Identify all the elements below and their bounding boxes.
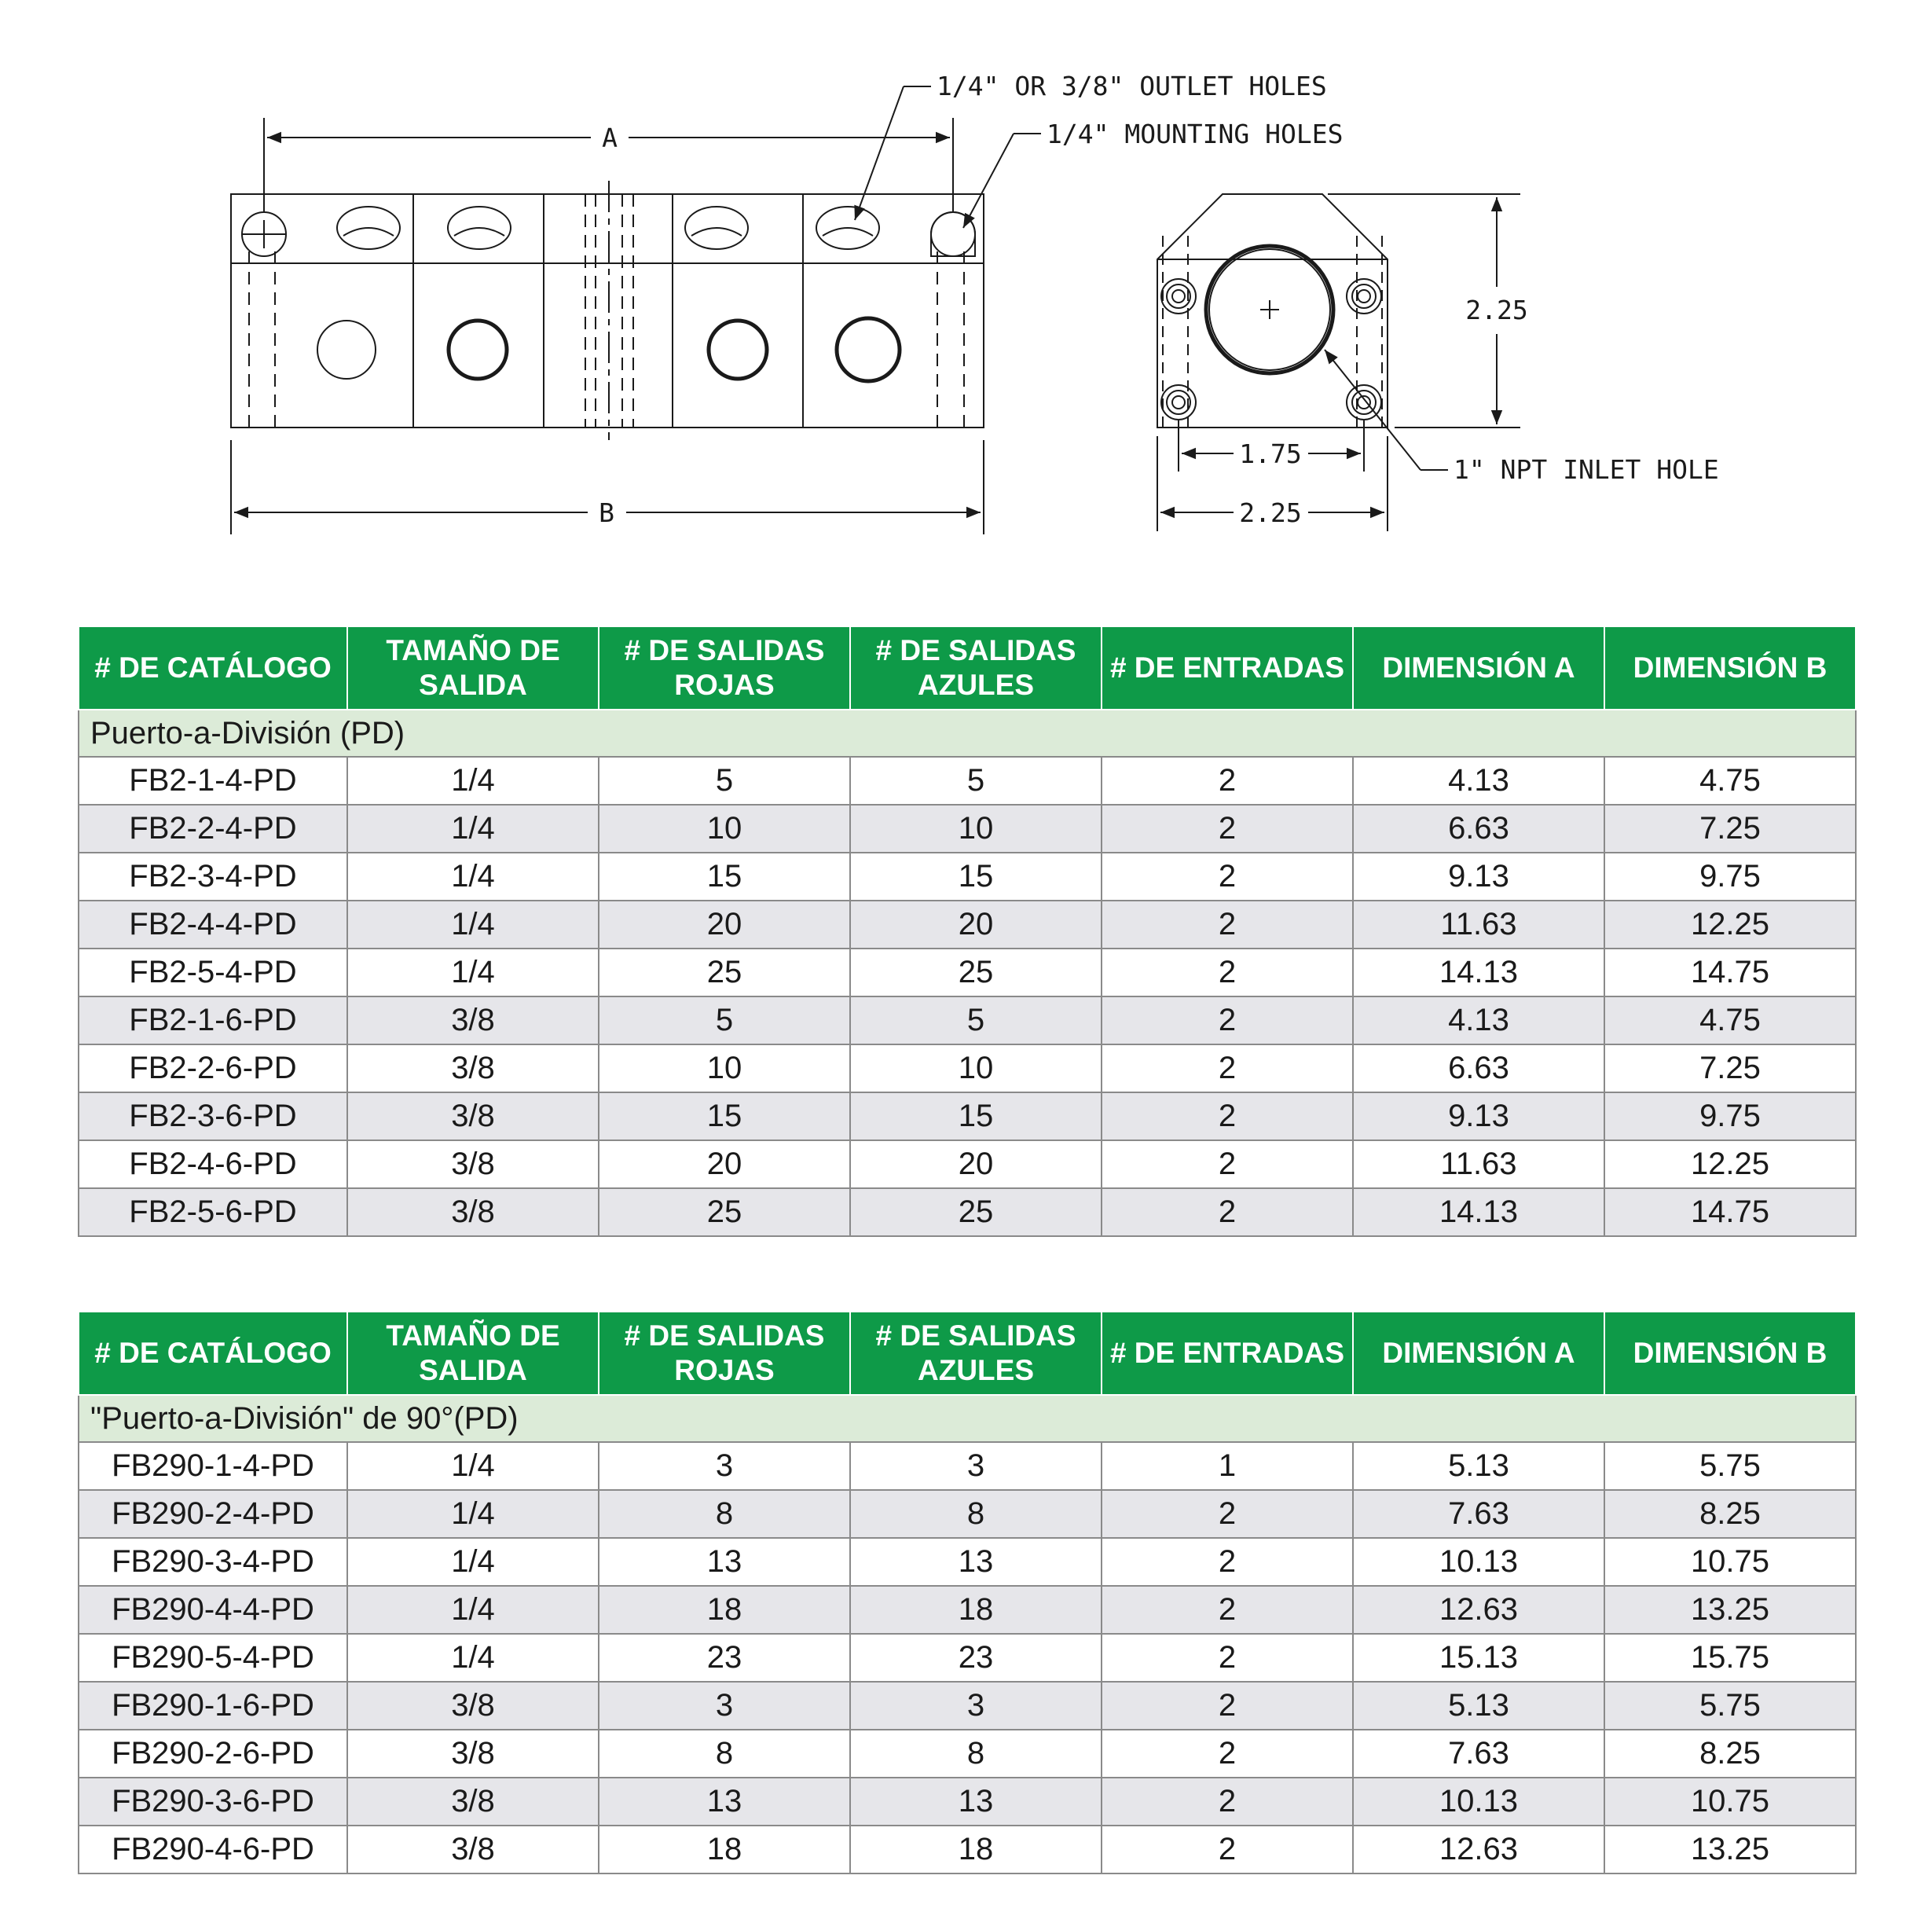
cell-red-outlets: 15 — [599, 853, 850, 901]
cell-inlets: 2 — [1102, 1634, 1353, 1682]
dimension-b-label: B — [599, 497, 614, 528]
cell-dimension-a: 11.63 — [1353, 901, 1604, 949]
cell-catalog-number: FB2-3-4-PD — [79, 853, 347, 901]
outlet-holes-callout: 1/4" OR 3/8" OUTLET HOLES — [937, 71, 1327, 101]
cell-catalog-number: FB290-3-4-PD — [79, 1538, 347, 1586]
cell-inlets: 2 — [1102, 853, 1353, 901]
cell-outlet-size: 3/8 — [347, 1682, 599, 1730]
cell-inlets: 2 — [1102, 757, 1353, 805]
cell-dimension-a: 14.13 — [1353, 1188, 1604, 1236]
cell-red-outlets: 23 — [599, 1634, 850, 1682]
cell-red-outlets: 25 — [599, 1188, 850, 1236]
cell-dimension-b: 14.75 — [1604, 949, 1856, 996]
cell-catalog-number: FB2-5-6-PD — [79, 1188, 347, 1236]
cell-outlet-size: 3/8 — [347, 1730, 599, 1778]
inlet-hole-callout: 1" NPT INLET HOLE — [1454, 454, 1719, 485]
cell-red-outlets: 5 — [599, 996, 850, 1044]
cell-red-outlets: 10 — [599, 805, 850, 853]
cell-blue-outlets: 10 — [850, 805, 1102, 853]
group-row — [79, 1395, 1856, 1442]
header-catalog-number: # DE CATÁLOGO — [79, 1312, 347, 1395]
cell-outlet-size: 1/4 — [347, 1490, 599, 1538]
cell-inlets: 2 — [1102, 1140, 1353, 1188]
table-row — [79, 1490, 1856, 1538]
cell-dimension-a: 5.13 — [1353, 1442, 1604, 1490]
cell-dimension-b: 9.75 — [1604, 853, 1856, 901]
header-inlets: # DE ENTRADAS — [1102, 1312, 1353, 1395]
cell-outlet-size: 1/4 — [347, 1634, 599, 1682]
table-row — [79, 1044, 1856, 1092]
cell-dimension-b: 5.75 — [1604, 1442, 1856, 1490]
cell-red-outlets: 8 — [599, 1490, 850, 1538]
cell-red-outlets: 25 — [599, 949, 850, 996]
cell-red-outlets: 3 — [599, 1682, 850, 1730]
cell-dimension-b: 10.75 — [1604, 1538, 1856, 1586]
cell-dimension-b: 12.25 — [1604, 1140, 1856, 1188]
table-row — [79, 949, 1856, 996]
end-view-width-label: 2.25 — [1239, 497, 1302, 528]
table-row — [79, 1634, 1856, 1682]
cell-dimension-b: 7.25 — [1604, 805, 1856, 853]
cell-outlet-size: 1/4 — [347, 949, 599, 996]
cell-inlets: 2 — [1102, 996, 1353, 1044]
cell-red-outlets: 3 — [599, 1442, 850, 1490]
header-red-outlets: # DE SALIDAS ROJAS — [599, 626, 850, 710]
cell-dimension-b: 13.25 — [1604, 1826, 1856, 1873]
cell-dimension-a: 11.63 — [1353, 1140, 1604, 1188]
cell-dimension-a: 7.63 — [1353, 1730, 1604, 1778]
cell-outlet-size: 3/8 — [347, 1826, 599, 1873]
cell-outlet-size: 3/8 — [347, 1188, 599, 1236]
header-dimension-b: DIMENSIÓN B — [1604, 626, 1856, 710]
cell-inlets: 2 — [1102, 1730, 1353, 1778]
group-label: "Puerto-a-División" de 90°(PD) — [79, 1395, 1856, 1442]
cell-outlet-size: 3/8 — [347, 1778, 599, 1826]
cell-outlet-size: 3/8 — [347, 996, 599, 1044]
cell-blue-outlets: 25 — [850, 1188, 1102, 1236]
cell-blue-outlets: 25 — [850, 949, 1102, 996]
group-row — [79, 710, 1856, 757]
group-label: Puerto-a-División (PD) — [79, 710, 1856, 757]
table-row — [79, 853, 1856, 901]
cell-dimension-b: 5.75 — [1604, 1682, 1856, 1730]
table-row — [79, 996, 1856, 1044]
header-blue-outlets: # DE SALIDAS AZULES — [850, 1312, 1102, 1395]
table-row — [79, 1442, 1856, 1490]
cell-catalog-number: FB2-4-6-PD — [79, 1140, 347, 1188]
cell-outlet-size: 1/4 — [347, 1586, 599, 1634]
cell-catalog-number: FB290-2-6-PD — [79, 1730, 347, 1778]
cell-blue-outlets: 5 — [850, 996, 1102, 1044]
table-row — [79, 1140, 1856, 1188]
cell-red-outlets: 10 — [599, 1044, 850, 1092]
table-row — [79, 1538, 1856, 1586]
table-row — [79, 1778, 1856, 1826]
table-row — [79, 1092, 1856, 1140]
table-row — [79, 805, 1856, 853]
cell-inlets: 2 — [1102, 901, 1353, 949]
cell-red-outlets: 20 — [599, 1140, 850, 1188]
catalog-table-90-pd — [78, 1311, 1857, 1874]
cell-red-outlets: 13 — [599, 1778, 850, 1826]
header-red-outlets: # DE SALIDAS ROJAS — [599, 1312, 850, 1395]
cell-dimension-a: 15.13 — [1353, 1634, 1604, 1682]
cell-outlet-size: 1/4 — [347, 1442, 599, 1490]
cell-catalog-number: FB290-5-4-PD — [79, 1634, 347, 1682]
cell-blue-outlets: 3 — [850, 1442, 1102, 1490]
table-row — [79, 1586, 1856, 1634]
cell-blue-outlets: 13 — [850, 1778, 1102, 1826]
cell-dimension-b: 4.75 — [1604, 996, 1856, 1044]
cell-outlet-size: 1/4 — [347, 853, 599, 901]
cell-blue-outlets: 5 — [850, 757, 1102, 805]
cell-outlet-size: 1/4 — [347, 1538, 599, 1586]
cell-dimension-b: 9.75 — [1604, 1092, 1856, 1140]
technical-drawing — [0, 0, 1932, 566]
cell-dimension-a: 7.63 — [1353, 1490, 1604, 1538]
cell-catalog-number: FB290-3-6-PD — [79, 1778, 347, 1826]
cell-catalog-number: FB2-3-6-PD — [79, 1092, 347, 1140]
table-row — [79, 1682, 1856, 1730]
cell-outlet-size: 1/4 — [347, 757, 599, 805]
cell-dimension-a: 9.13 — [1353, 1092, 1604, 1140]
cell-inlets: 2 — [1102, 1586, 1353, 1634]
cell-inlets: 2 — [1102, 1826, 1353, 1873]
table-row — [79, 1826, 1856, 1873]
cell-dimension-a: 4.13 — [1353, 757, 1604, 805]
cell-outlet-size: 3/8 — [347, 1140, 599, 1188]
header-dimension-b: DIMENSIÓN B — [1604, 1312, 1856, 1395]
cell-catalog-number: FB2-2-4-PD — [79, 805, 347, 853]
cell-dimension-a: 4.13 — [1353, 996, 1604, 1044]
dimension-a-label: A — [602, 123, 618, 153]
cell-catalog-number: FB2-1-4-PD — [79, 757, 347, 805]
cell-dimension-a: 12.63 — [1353, 1586, 1604, 1634]
mounting-holes-callout: 1/4" MOUNTING HOLES — [1047, 119, 1344, 149]
cell-dimension-a: 9.13 — [1353, 853, 1604, 901]
cell-catalog-number: FB290-1-6-PD — [79, 1682, 347, 1730]
cell-dimension-b: 8.25 — [1604, 1730, 1856, 1778]
cell-red-outlets: 15 — [599, 1092, 850, 1140]
cell-blue-outlets: 8 — [850, 1490, 1102, 1538]
header-catalog-number: # DE CATÁLOGO — [79, 626, 347, 710]
cell-blue-outlets: 13 — [850, 1538, 1102, 1586]
cell-blue-outlets: 10 — [850, 1044, 1102, 1092]
cell-catalog-number: FB2-2-6-PD — [79, 1044, 347, 1092]
front-view — [231, 181, 984, 440]
cell-red-outlets: 13 — [599, 1538, 850, 1586]
header-inlets: # DE ENTRADAS — [1102, 626, 1353, 710]
cell-dimension-b: 4.75 — [1604, 757, 1856, 805]
hole-spacing-label: 1.75 — [1239, 439, 1302, 469]
end-view-height-label: 2.25 — [1465, 295, 1528, 325]
cell-dimension-b: 7.25 — [1604, 1044, 1856, 1092]
header-outlet-size: TAMAÑO DE SALIDA — [347, 1312, 599, 1395]
cell-blue-outlets: 8 — [850, 1730, 1102, 1778]
header-blue-outlets: # DE SALIDAS AZULES — [850, 626, 1102, 710]
cell-dimension-b: 10.75 — [1604, 1778, 1856, 1826]
cell-blue-outlets: 3 — [850, 1682, 1102, 1730]
cell-blue-outlets: 18 — [850, 1586, 1102, 1634]
cell-catalog-number: FB2-5-4-PD — [79, 949, 347, 996]
cell-dimension-a: 10.13 — [1353, 1778, 1604, 1826]
cell-dimension-b: 13.25 — [1604, 1586, 1856, 1634]
cell-blue-outlets: 20 — [850, 901, 1102, 949]
cell-catalog-number: FB290-1-4-PD — [79, 1442, 347, 1490]
cell-catalog-number: FB290-2-4-PD — [79, 1490, 347, 1538]
cell-outlet-size: 3/8 — [347, 1092, 599, 1140]
cell-dimension-b: 8.25 — [1604, 1490, 1856, 1538]
cell-dimension-a: 10.13 — [1353, 1538, 1604, 1586]
cell-catalog-number: FB290-4-6-PD — [79, 1826, 347, 1873]
cell-inlets: 2 — [1102, 949, 1353, 996]
cell-blue-outlets: 15 — [850, 853, 1102, 901]
header-dimension-a: DIMENSIÓN A — [1353, 1312, 1604, 1395]
cell-blue-outlets: 23 — [850, 1634, 1102, 1682]
cell-inlets: 2 — [1102, 1682, 1353, 1730]
table-row — [79, 1730, 1856, 1778]
cell-dimension-b: 14.75 — [1604, 1188, 1856, 1236]
cell-inlets: 2 — [1102, 1490, 1353, 1538]
cell-red-outlets: 5 — [599, 757, 850, 805]
cell-catalog-number: FB290-4-4-PD — [79, 1586, 347, 1634]
table-header-row — [79, 1312, 1856, 1395]
catalog-table-pd — [78, 626, 1857, 1237]
cell-catalog-number: FB2-4-4-PD — [79, 901, 347, 949]
table-header-row — [79, 626, 1856, 710]
header-outlet-size: TAMAÑO DE SALIDA — [347, 626, 599, 710]
end-view — [1157, 194, 1388, 428]
cell-inlets: 2 — [1102, 805, 1353, 853]
table-row — [79, 901, 1856, 949]
cell-dimension-b: 15.75 — [1604, 1634, 1856, 1682]
cell-blue-outlets: 18 — [850, 1826, 1102, 1873]
table-row — [79, 757, 1856, 805]
table-row — [79, 1188, 1856, 1236]
cell-red-outlets: 8 — [599, 1730, 850, 1778]
cell-dimension-a: 6.63 — [1353, 1044, 1604, 1092]
cell-red-outlets: 18 — [599, 1826, 850, 1873]
cell-inlets: 1 — [1102, 1442, 1353, 1490]
cell-blue-outlets: 20 — [850, 1140, 1102, 1188]
cell-outlet-size: 1/4 — [347, 901, 599, 949]
cell-dimension-a: 14.13 — [1353, 949, 1604, 996]
cell-inlets: 2 — [1102, 1044, 1353, 1092]
cell-dimension-a: 5.13 — [1353, 1682, 1604, 1730]
cell-outlet-size: 3/8 — [347, 1044, 599, 1092]
header-dimension-a: DIMENSIÓN A — [1353, 626, 1604, 710]
cell-red-outlets: 20 — [599, 901, 850, 949]
cell-red-outlets: 18 — [599, 1586, 850, 1634]
cell-blue-outlets: 15 — [850, 1092, 1102, 1140]
cell-inlets: 2 — [1102, 1778, 1353, 1826]
cell-dimension-b: 12.25 — [1604, 901, 1856, 949]
cell-dimension-a: 6.63 — [1353, 805, 1604, 853]
cell-inlets: 2 — [1102, 1092, 1353, 1140]
cell-inlets: 2 — [1102, 1538, 1353, 1586]
cell-outlet-size: 1/4 — [347, 805, 599, 853]
cell-catalog-number: FB2-1-6-PD — [79, 996, 347, 1044]
cell-inlets: 2 — [1102, 1188, 1353, 1236]
cell-dimension-a: 12.63 — [1353, 1826, 1604, 1873]
